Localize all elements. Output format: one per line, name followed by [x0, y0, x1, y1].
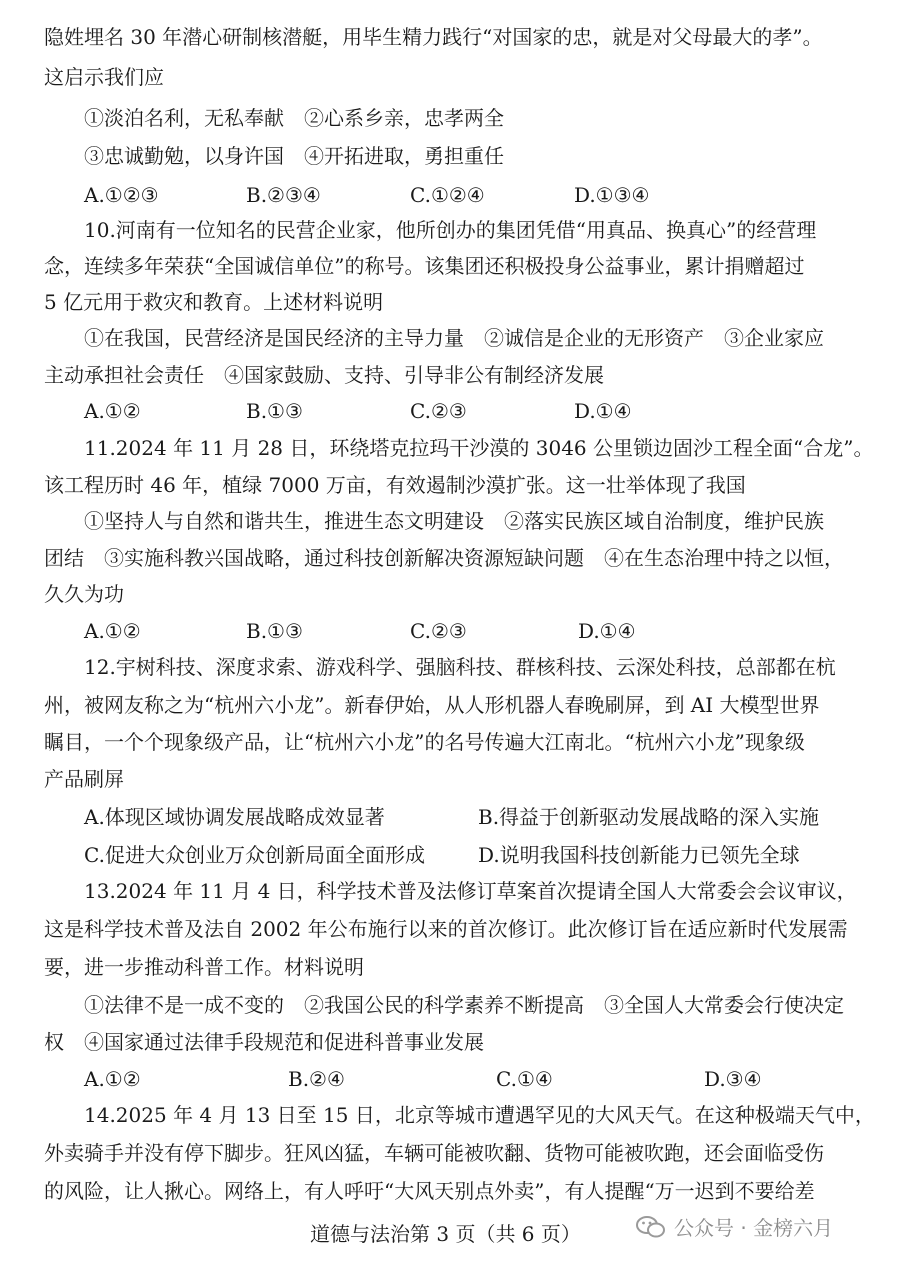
page-footer: 道德与法治第 3 页（共 6 页） [310, 1222, 581, 1246]
q12-choice-c: C.促进大众创业万众创新局面全面形成 [84, 843, 425, 867]
q12-choice-a: A.体现区域协调发展战略成效显著 [84, 805, 385, 829]
q9-choice-d: D.①③④ [574, 183, 650, 207]
q9-choice-c: C.①②④ [410, 183, 485, 207]
q11-statements-1: ①坚持人与自然和谐共生，推进生态文明建设 ②落实民族区域自治制度，维护民族 [84, 509, 824, 533]
q10-stem-line-3: 5 亿元用于救灾和教育。上述材料说明 [44, 290, 384, 314]
q9-statements-1: ①淡泊名利，无私奉献 ②心系乡亲，忠孝两全 [84, 106, 504, 130]
q10-statements-2: 主动承担社会责任 ④国家鼓励、支持、引导非公有制经济发展 [44, 363, 604, 387]
q11-statements-3: 久久为功 [44, 582, 124, 606]
q10-choice-c: C.②③ [410, 399, 467, 423]
q13-stem-line-2: 这是科学技术普及法自 2002 年公布施行以来的首次修订。此次修订旨在适应新时代发展需 [44, 917, 848, 941]
q12-choice-d: D.说明我国科技创新能力已领先全球 [478, 843, 800, 867]
q11-stem-line-1: 11.2024 年 11 月 28 日，环绕塔克拉玛干沙漠的 3046 公里锁边固沙工程全面“合龙”。 [84, 436, 874, 460]
q12-stem-line-4: 产品刷屏 [44, 767, 124, 791]
q13-choice-b: B.②④ [288, 1067, 345, 1091]
q10-statements-1: ①在我国，民营经济是国民经济的主导力量 ②诚信是企业的无形资产 ③企业家应 [84, 326, 824, 350]
q12-stem-line-2: 州，被网友称之为“杭州六小龙”。新春伊始，从人形机器人春晚刷屏，到 AI 大模型世界 [44, 693, 820, 717]
q13-statements-1: ①法律不是一成不变的 ②我国公民的科学素养不断提高 ③全国人大常委会行使决定 [84, 993, 844, 1017]
watermark-text: 公众号 · 金榜六月 [674, 1216, 834, 1240]
q9-choice-a: A.①②③ [84, 183, 159, 207]
q14-stem-line-3: 的风险，让人揪心。网络上，有人呼吁“大风天别点外卖”，有人提醒“万一迟到不要给差 [44, 1179, 815, 1203]
q13-stem-line-3: 要，进一步推动科普工作。材料说明 [44, 955, 364, 979]
q14-stem-line-2: 外卖骑手并没有停下脚步。狂风凶猛，车辆可能被吹翻、货物可能被吹跑，还会面临受伤 [44, 1141, 824, 1165]
q11-statements-2: 团结 ③实施科教兴国战略，通过科技创新解决资源短缺问题 ④在生态治理中持之以恒， [44, 546, 844, 570]
q9-stem-line-1: 隐姓埋名 30 年潜心研制核潜艇，用毕生精力践行“对国家的忠，就是对父母最大的孝”。 [44, 25, 823, 49]
q9-choice-b: B.②③④ [246, 183, 321, 207]
q13-statements-2: 权 ④国家通过法律手段规范和促进科普事业发展 [44, 1030, 484, 1054]
q10-choice-a: A.①② [84, 399, 141, 423]
q11-choice-a: A.①② [84, 619, 141, 643]
q10-stem-line-2: 念，连续多年荣获“全国诚信单位”的称号。该集团还积极投身公益事业，累计捐赠超过 [44, 254, 805, 278]
q14-stem-line-1: 14.2025 年 4 月 13 日至 15 日，北京等城市遭遇罕见的大风天气。在这种极端天气中， [84, 1103, 875, 1127]
q11-choice-b: B.①③ [246, 619, 303, 643]
q10-stem-line-1: 10.河南有一位知名的民营企业家，他所创办的集团凭借“用真品、换真心”的经营理 [84, 218, 817, 242]
q9-stem-line-2: 这启示我们应 [44, 65, 164, 89]
q12-choice-b: B.得益于创新驱动发展战略的深入实施 [478, 805, 820, 829]
q11-stem-line-2: 该工程历时 46 年，植绿 7000 万亩，有效遏制沙漠扩张。这一壮举体现了我国 [44, 473, 746, 497]
q12-stem-line-1: 12.宇树科技、深度求索、游戏科学、强脑科技、群核科技、云深处科技，总部都在杭 [84, 655, 836, 679]
q13-choice-c: C.①④ [496, 1067, 553, 1091]
q9-statements-2: ③忠诚勤勉，以身许国 ④开拓进取，勇担重任 [84, 144, 504, 168]
q13-choice-d: D.③④ [704, 1067, 762, 1091]
q11-choice-d: D.①④ [578, 619, 636, 643]
watermark [636, 1212, 833, 1241]
q11-choice-c: C.②③ [410, 619, 467, 643]
q12-stem-line-3: 瞩目，一个个现象级产品，让“杭州六小龙”的名号传遍大江南北。“杭州六小龙”现象级 [44, 730, 805, 754]
q13-choice-a: A.①② [84, 1067, 141, 1091]
q10-choice-b: B.①③ [246, 399, 303, 423]
wechat-icon [636, 1215, 666, 1239]
q13-stem-line-1: 13.2024 年 11 月 4 日，科学技术普及法修订草案首次提请全国人大常委会会议审议， [84, 879, 857, 903]
q10-choice-d: D.①④ [574, 399, 632, 423]
